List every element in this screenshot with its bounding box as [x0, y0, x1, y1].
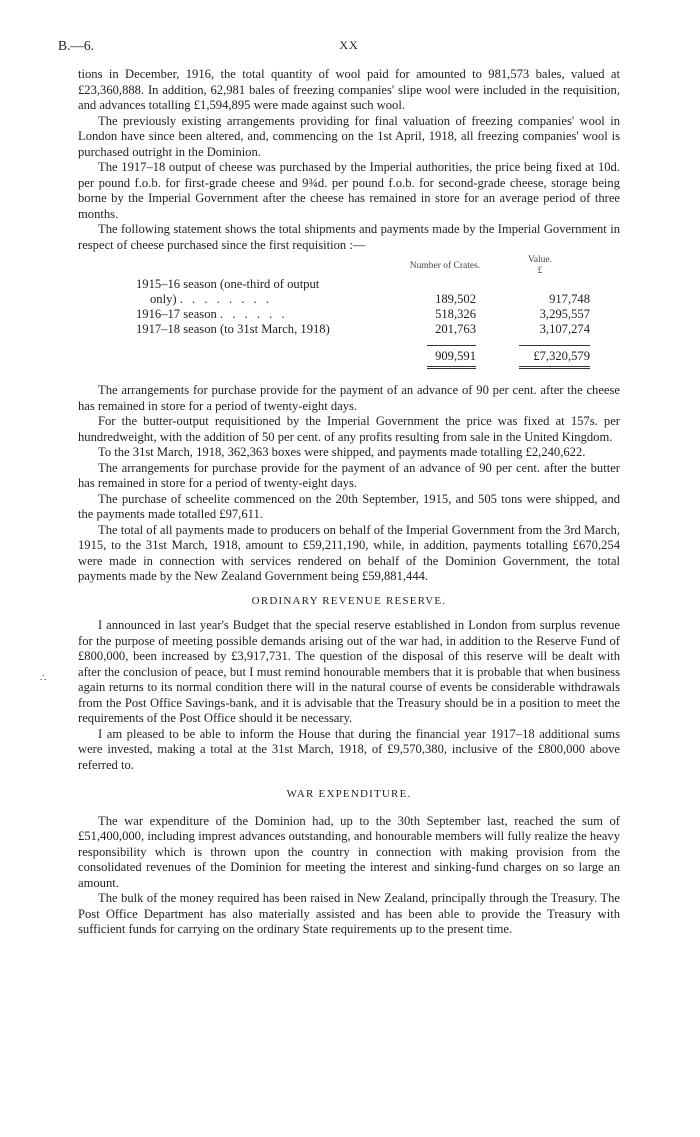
crates-value: 189,502 [435, 292, 476, 306]
paragraph-war-expenditure: The war expenditure of the Dominion had, up to the 30th September last, reached the sum of £51,400,000, including imprest advances outstanding, and honourable members will fully realize the heavy responsibility which is thrown upon the country in connection with making provision from the consolidated revenues of the Dominion for meeting the interest and sinking-fund charges on so large an amount. [78, 813, 620, 890]
page-number: XX [339, 38, 359, 52]
paragraph-cheese-advance: The arrangements for purchase provide for the payment of an advance of 90 per cent. after the cheese has remained in store for a period of twenty-eight days. [78, 383, 620, 413]
heading-ordinary-revenue-reserve: ORDINARY REVENUE RESERVE. [251, 594, 447, 607]
value-amount: 917,748 [549, 292, 590, 306]
paragraph-money-raised: The bulk of the money required has been raised in New Zealand, principally through the Treasury. The Post Office Department has also materially assisted and has been able to provide the Treasury with sufficient funds for carrying on the ordinary State requirements up to the present time. [78, 891, 620, 936]
column-header-value: Value. £ [527, 255, 552, 276]
paragraph-cheese-output: The 1917–18 output of cheese was purchased by the Imperial authorities, the price being fixed at 10d. per pound f.o.b. for first-grade cheese and 9¾d. per pound f.o.b. for second-grade cheese, storage being borne by the Imperial Government after the cheese has remained in store for an average period of three months. [78, 160, 620, 221]
season-label: 1915–16 season (one-third of output [136, 277, 320, 291]
paragraph-special-reserve: I announced in last year's Budget that the special reserve established in London from surplus revenue for the purpose of meeting possible demands arising out of the war had, in addition to the Reserve Fund of £800,000, been increased by £3,917,731. The question of the disposal of this reserve will be dealt with after the conclusion of peace, but I must remind honourable members that it is probable that when business again returns to its normal condition there will in the natural course of events be considerable withdrawals from the Post Office Savings-bank, and it is advisable that the Treasury should be in a position to meet the requirements of the Post Office should it be necessary. [78, 618, 620, 725]
crates-value: 518,326 [435, 307, 476, 321]
table-total-row [136, 337, 590, 369]
value-amount: 3,295,557 [539, 307, 590, 321]
page-header [58, 38, 640, 56]
heading-war-expenditure: WAR EXPENDITURE. [286, 788, 412, 800]
crates-value: 201,763 [435, 322, 476, 336]
paragraph-investments: I am pleased to be able to inform the House that during the financial year 1917–18 additional sums were invested, making a total at the 31st March, 1918, of £9,570,380, inclusive of the £800,000 above referred to. [78, 726, 620, 772]
table-row [136, 322, 590, 337]
paragraph-butter-price: For the butter-output requisitioned by the Imperial Government the price was fixed at 157s. per hundredweight, with the addition of 50 per cent. of any profits resulting from sale in the United Kingdom. [78, 414, 620, 444]
paragraph-butter-advance: The arrangements for purchase provide for the payment of an advance of 90 per cent. after the butter has remained in store for a period of twenty-eight days. [78, 460, 620, 490]
paragraph-wool-continued: tions in December, 1916, the total quantity of wool paid for amounted to 981,573 bales, valued at £23,360,888. In addition, 62,981 bales of freezing companies' slipe wool were included in the requisition, and advances totalling £1,594,895 were made against such wool. [78, 67, 620, 112]
total-crates: 909,591 [400, 337, 490, 369]
margin-mark: ∴ [40, 673, 47, 684]
paragraph-cheese-statement: The following statement shows the total shipments and payments made by the Imperial Government in respect of cheese purchased since the first requisition :— [78, 222, 620, 252]
paragraph-freezing-companies: The previously existing arrangements providing for final valuation of freezing companies' wool in London have since been altered, and, commencing on the 1st April, 1918, all freezing companies' wool is purchased outright in the Dominion. [78, 113, 620, 159]
total-value: £7,320,579 [490, 337, 590, 369]
table-row [136, 277, 590, 292]
paragraph-butter-shipped: To the 31st March, 1918, 362,363 boxes were shipped, and payments made totalling £2,240,622. [98, 445, 586, 459]
season-label: 1916–17 season . . . . . . [136, 307, 288, 321]
table-row [136, 307, 590, 322]
value-amount: 3,107,274 [539, 322, 590, 336]
cheese-shipments-table [136, 255, 590, 369]
column-header-crates: Number of Crates. [409, 260, 481, 271]
document-body [78, 67, 620, 938]
paragraph-scheelite: The purchase of scheelite commenced on the 20th September, 1915, and 505 tons were shipped, and the payments made totalled £97,611. [78, 491, 620, 521]
season-label-cont: only) . . . . . . . . [150, 292, 272, 306]
document-reference: B.—6. [58, 38, 95, 53]
paragraph-total-payments: The total of all payments made to producers on behalf of the Imperial Government from the 3rd March, 1915, to the 31st March, 1918, amount to £59,211,190, while, in addition, payments totalling £670,254 were made in connection with services rendered on behalf of the Dominion Government, the total payments made by the New Zealand Government being £59,881,444. [78, 522, 620, 583]
season-label: 1917–18 season (to 31st March, 1918) [136, 322, 330, 336]
table-row [136, 292, 590, 307]
